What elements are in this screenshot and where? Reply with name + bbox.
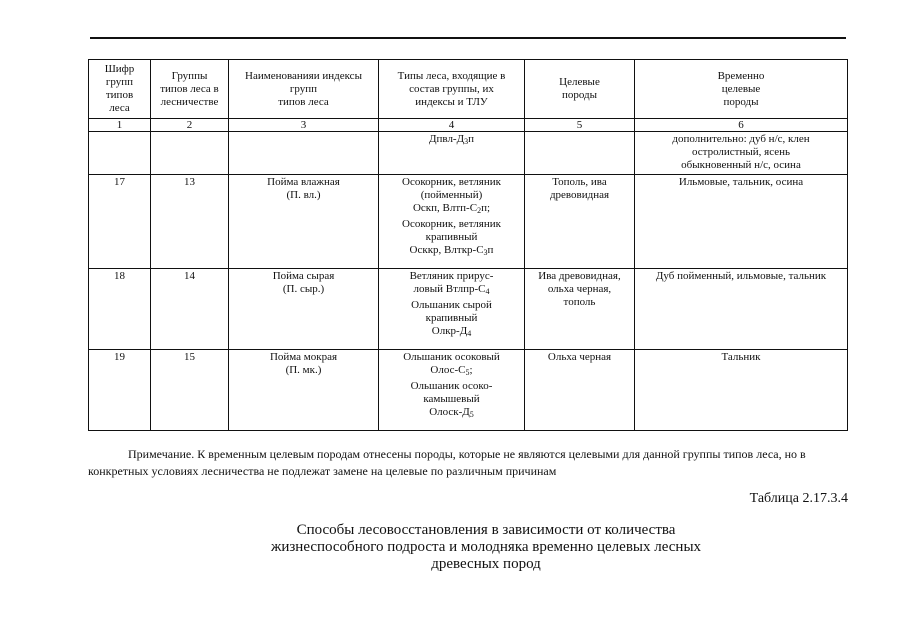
forest-types-table [88,59,848,431]
header-target-species: Целевые породы [525,60,635,119]
column-number: 5 [525,119,635,132]
cell-temporary-species: Ильмовые, тальник, осина [635,175,848,269]
header-temporary-species: Временно целевые породы [635,60,848,119]
cell-name [229,132,379,175]
cell-group: 14 [151,269,229,350]
cell-forest-types: Осокорник, ветляник (пойменный) Оскп, Влтп-$С_2п$; Осокорник, ветляник крапивный Осккр, Влткр-$С_3п$ [379,175,525,269]
cell-target-species [525,132,635,175]
column-number: 1 [89,119,151,132]
header-names: Наименованияи индексы групп типов леса [229,60,379,119]
cell-code: 19 [89,350,151,431]
table-title: Способы лесовосстановления в зависимости от количества жизнеспособного подроста и молодняка временно целевых лесных древесных пород [270,522,702,572]
table-row [89,350,848,431]
cell-forest-types: Ольшаник осоковый Олос-$С_5$; Ольшаник осоко- камышевый Олоск-$Д_5$ [379,350,525,431]
table-row-continuation [89,132,848,175]
cell-forest-types: Дпвл-$Д_3п$ [379,132,525,175]
cell-target-species: Ива древовидная, ольха черная, тополь [525,269,635,350]
cell-group: 13 [151,175,229,269]
header-forest-types: Типы леса, входящие в состав группы, их индексы и ТЛУ [379,60,525,119]
cell-temporary-species: Тальник [635,350,848,431]
table-note: Примечание. К временным целевым породам отнесены породы, которые не являются целевыми для данной группы типов леса, но в конкретных условиях лесничества не подлежат замене на целевые по различным причинам [88,447,806,478]
column-number: 6 [635,119,848,132]
table-header-row [89,60,848,119]
cell-target-species: Ольха черная [525,350,635,431]
header-rule [90,37,846,39]
header-groups: Группы типов леса в лесничестве [151,60,229,119]
cell-group: 15 [151,350,229,431]
column-number-row [89,119,848,132]
cell-temporary-species: Дуб пойменный, ильмовые, тальник [635,269,848,350]
table-row [89,175,848,269]
cell-name: Пойма мокрая (П. мк.) [229,350,379,431]
column-number: 4 [379,119,525,132]
cell-target-species: Тополь, ива древовидная [525,175,635,269]
cell-temporary-species: дополнительно: дуб н/с, клен остролистный, ясень обыкновенный н/с, осина [635,132,848,175]
table-row [89,269,848,350]
header-code: Шифр групп типов леса [89,60,151,119]
cell-group [151,132,229,175]
cell-name: Пойма влажная (П. вл.) [229,175,379,269]
cell-name: Пойма сырая (П. сыр.) [229,269,379,350]
cell-code: 17 [89,175,151,269]
column-number: 2 [151,119,229,132]
cell-code: 18 [89,269,151,350]
table-number: Таблица 2.17.3.4 [749,491,848,506]
column-number: 3 [229,119,379,132]
cell-forest-types: Ветляник прирус- ловый Втлпр-$С_4$ Ольшаник сырой крапивный Олкр-$Д_4$ [379,269,525,350]
cell-code [89,132,151,175]
